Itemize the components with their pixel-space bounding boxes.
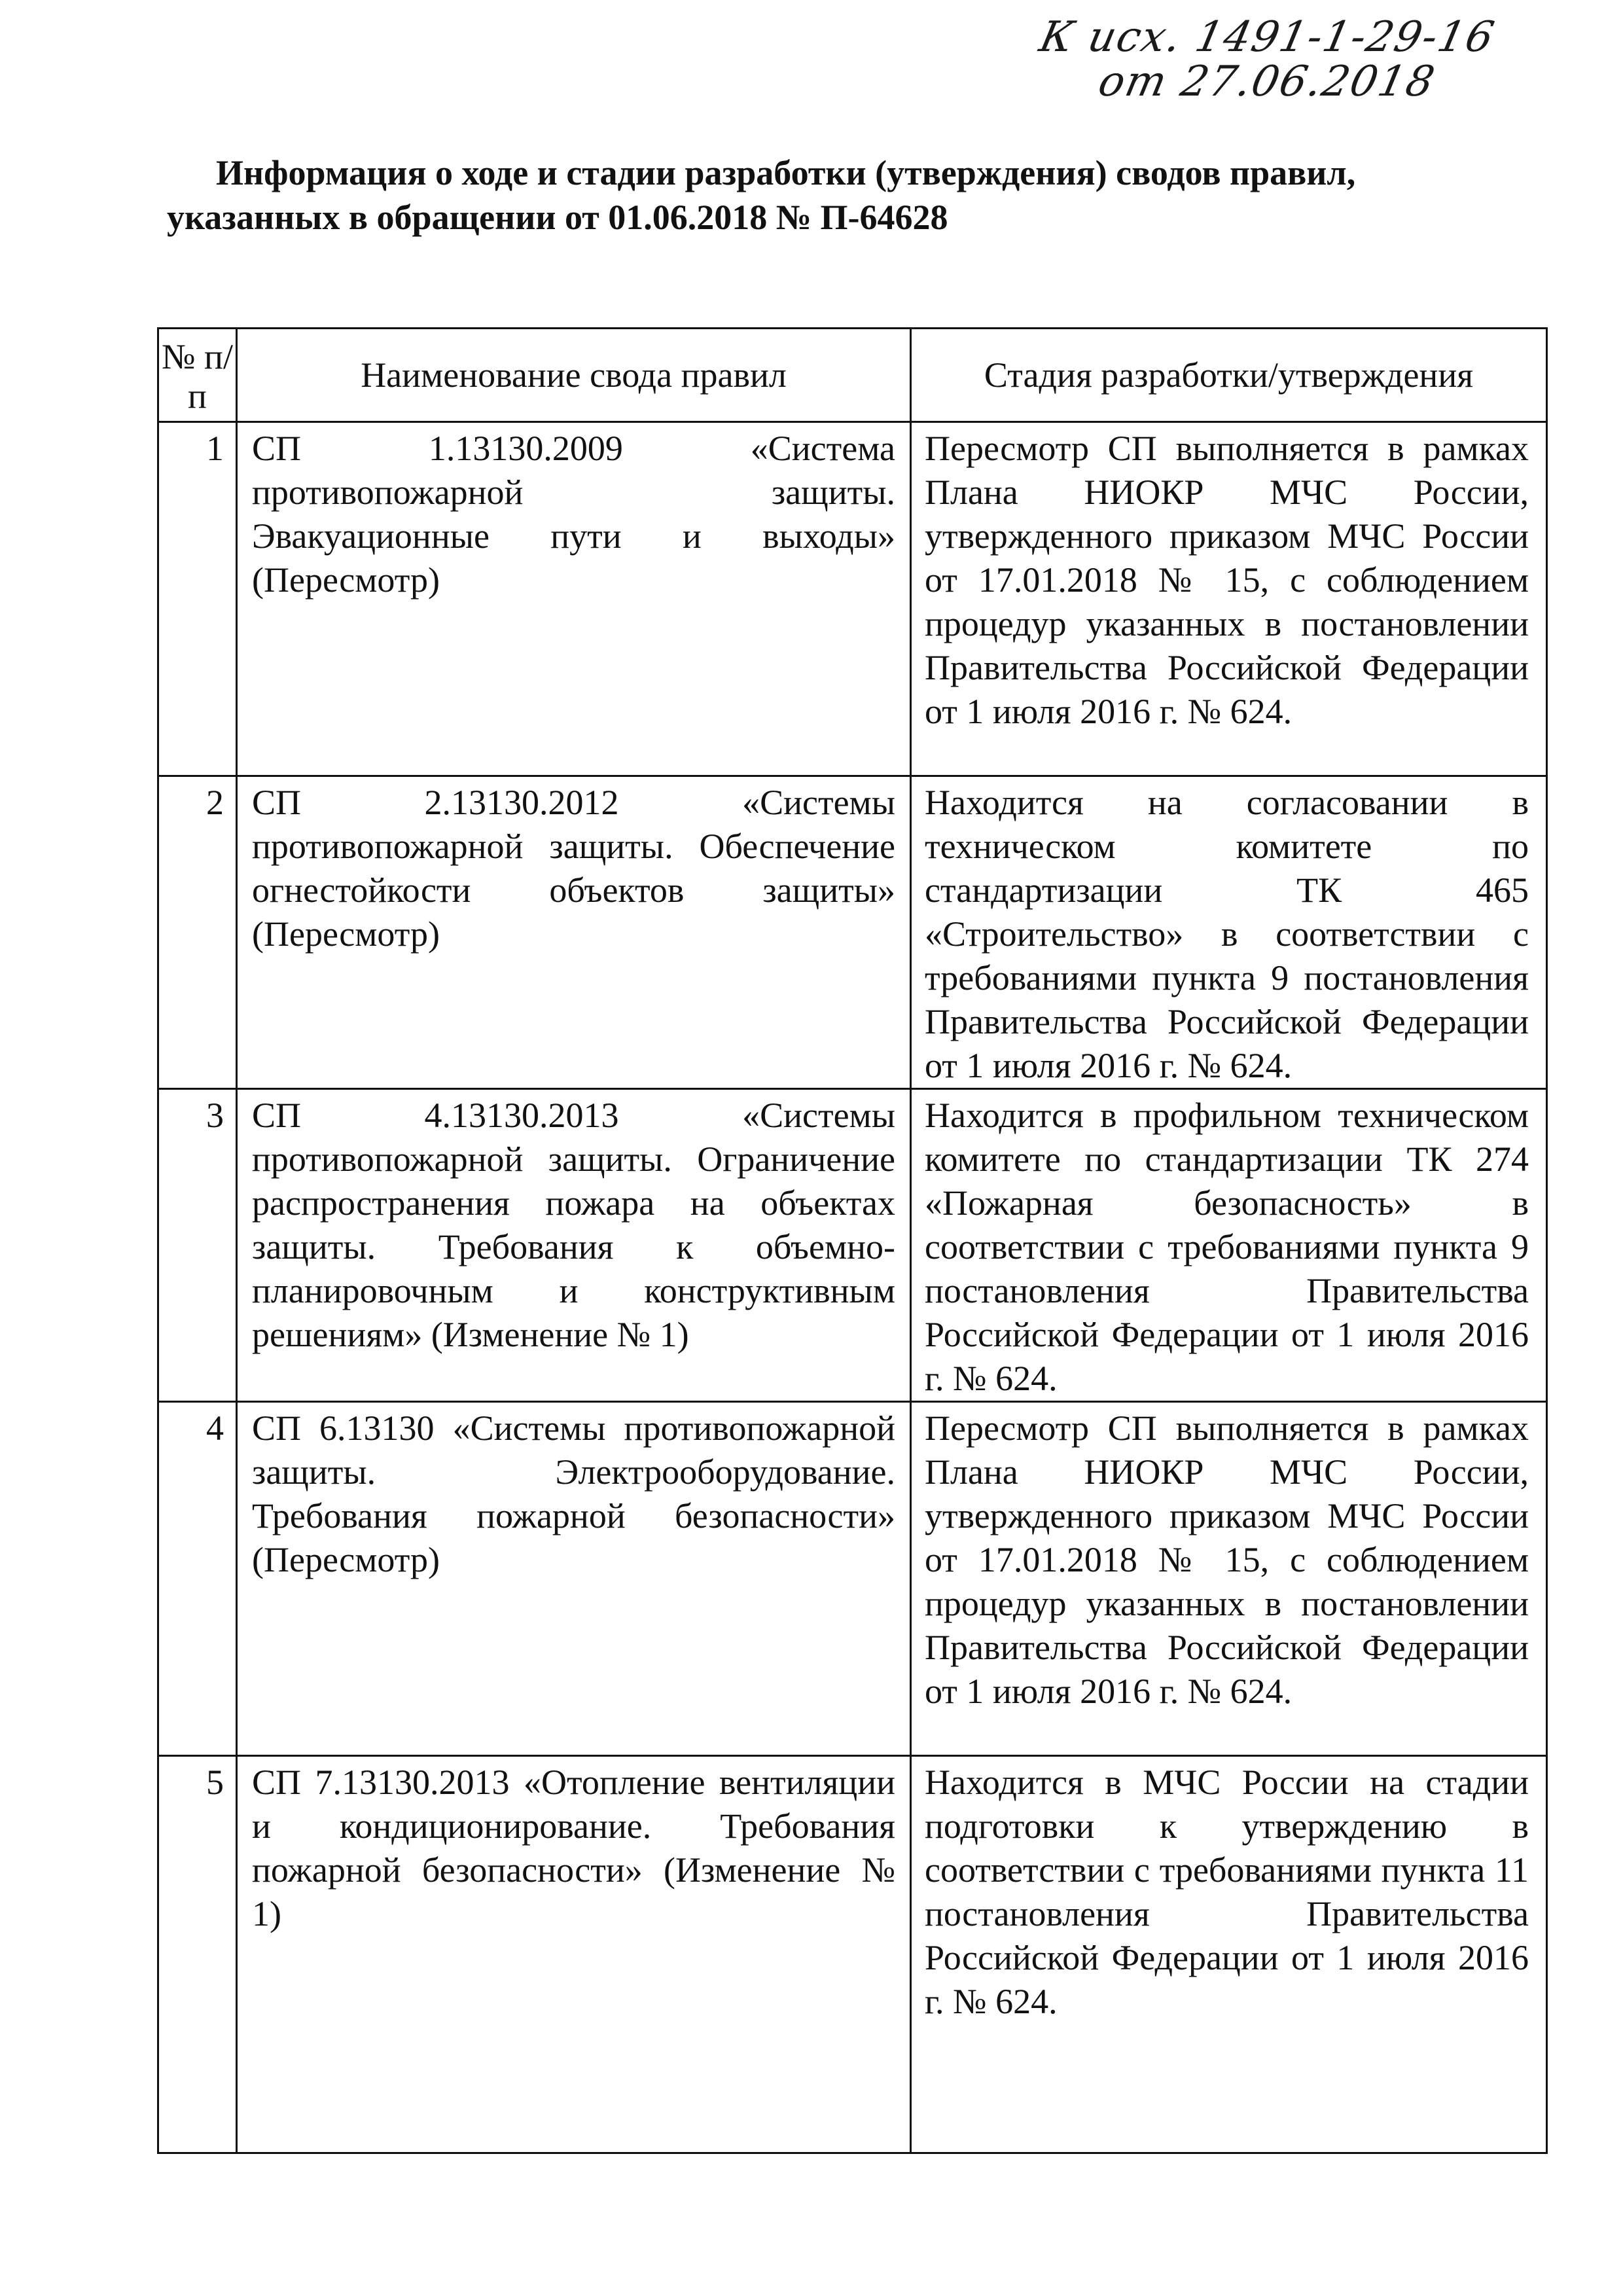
stage-cell: Находится в МЧС России на стадии подготовки к утверждению в соответствии с требованиями пункта 11 постановления Правительства Российской Федерации от 1 июля 2016 г. № 624. [911,1756,1547,2153]
rule-name-cell: СП 1.13130.2009 «Система противопожарной защиты. Эвакуационные пути и выходы» (Пересмотр) [237,422,911,776]
header-number: № п/п [158,329,237,422]
rule-name-cell: СП 2.13130.2012 «Системы противопожарной защиты. Обеспечение огнестойкости объектов защиты» (Пересмотр) [237,776,911,1089]
rule-name-cell: СП 4.13130.2013 «Системы противопожарной защиты. Ограничение распространения пожара на объектах защиты. Требования к объемно-планировочным и конструктивным решениям» (Изменение № 1) [237,1089,911,1402]
stage-cell: Находится в профильном техническом комитете по стандартизации ТК 274 «Пожарная безопасность» в соответствии с требованиями пункта 9 постановления Правительства Российской Федерации от 1 июля 2016 г. № 624. [911,1089,1547,1402]
table-row [158,1402,1547,1756]
handwritten-reference-note [1021,13,1499,111]
table-row [158,1756,1547,2153]
header-stage: Стадия разработки/утверждения [911,329,1547,422]
document-title-line-2: указанных в обращении от 01.06.2018 № П-64628 [167,198,948,237]
row-number: 5 [158,1756,237,2153]
document-title-line-1: Информация о ходе и стадии разработки (утверждения) сводов правил, [216,153,1356,192]
header-rule-name: Наименование свода правил [237,329,911,422]
table-row [158,776,1547,1089]
table-row [158,1089,1547,1402]
handwritten-date: от 27.06.2018 [1094,58,1440,106]
table-header-row [158,329,1547,422]
handwritten-outgoing-number: К исх. 1491-1-29-16 [1035,13,1499,62]
row-number: 4 [158,1402,237,1756]
rules-status-table [157,327,1548,2154]
rule-name-cell: СП 7.13130.2013 «Отопление вентиляции и кондиционирование. Требования пожарной безопасности» (Изменение № 1) [237,1756,911,2153]
document-title [167,151,1508,240]
stage-cell: Пересмотр СП выполняется в рамках Плана НИОКР МЧС России, утвержденного приказом МЧС России от 17.01.2018 № 15, с соблюдением процедур указанных в постановлении Правительства Российской Федерации от 1 июля 2016 г. № 624. [911,1402,1547,1756]
row-number: 3 [158,1089,237,1402]
stage-cell: Находится на согласовании в техническом комитете по стандартизации ТК 465 «Строительство» в соответствии с требованиями пункта 9 постановления Правительства Российской Федерации от 1 июля 2016 г. № 624. [911,776,1547,1089]
stage-cell: Пересмотр СП выполняется в рамках Плана НИОКР МЧС России, утвержденного приказом МЧС России от 17.01.2018 № 15, с соблюдением процедур указанных в постановлении Правительства Российской Федерации от 1 июля 2016 г. № 624. [911,422,1547,776]
table-row [158,422,1547,776]
rule-name-cell: СП 6.13130 «Системы противопожарной защиты. Электрооборудование. Требования пожарной безопасности» (Пересмотр) [237,1402,911,1756]
row-number: 1 [158,422,237,776]
row-number: 2 [158,776,237,1089]
